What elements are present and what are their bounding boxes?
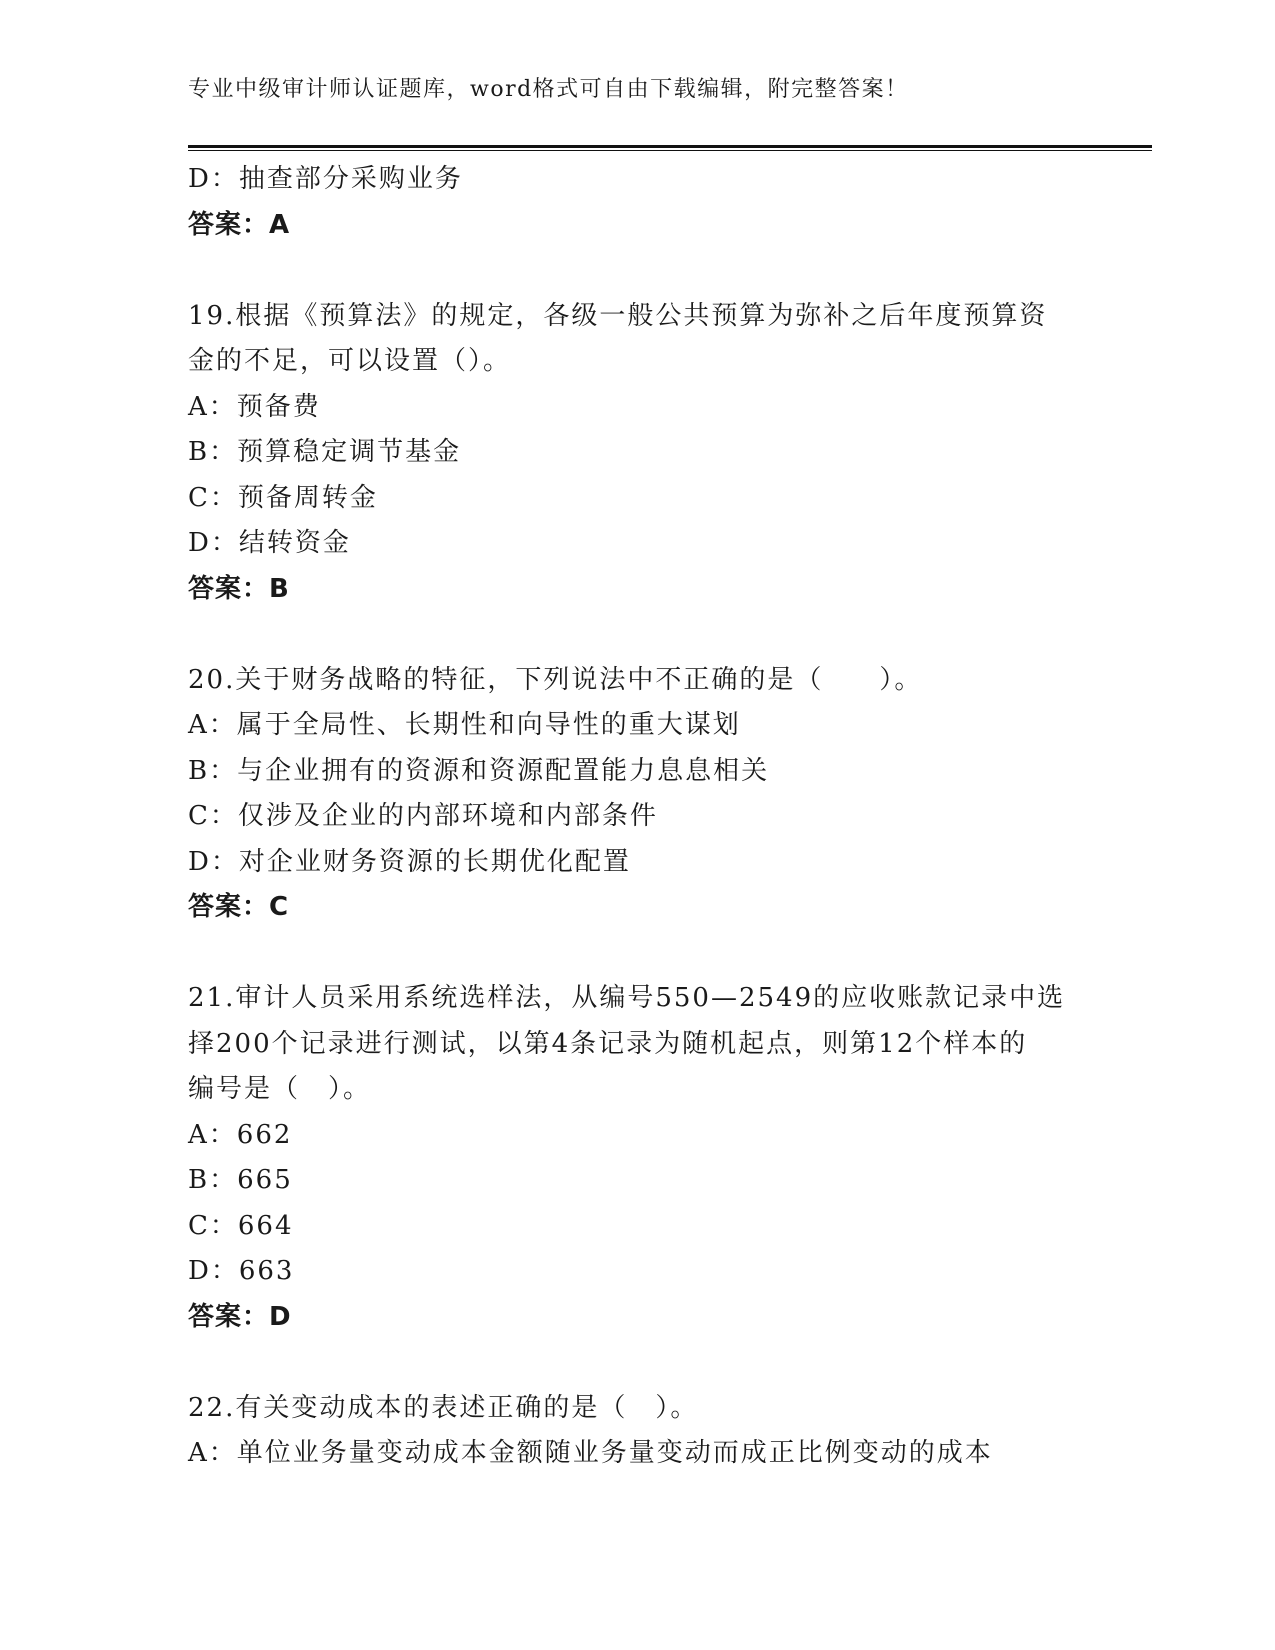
option-c: C：仅涉及企业的内部环境和内部条件 (188, 801, 658, 831)
option-b: B：与企业拥有的资源和资源配置能力息息相关 (188, 755, 770, 786)
question-stem: 编号是（ ）。 (188, 1074, 372, 1104)
question-stem: 21.审计人员采用系统选样法，从编号550—2549的应收账款记录中选 (188, 983, 1066, 1013)
answer-line: 答案：A (188, 209, 291, 240)
option-b: B：预算稳定调节基金 (188, 437, 462, 467)
question-20 (188, 658, 1088, 931)
answer-line: 答案：C (188, 892, 290, 922)
option-c: C：664 (188, 1210, 294, 1241)
option-d: D：结转资金 (188, 528, 351, 558)
question-stem: 22.有关变动成本的表述正确的是（ ）。 (188, 1392, 699, 1423)
question-stem: 20.关于财务战略的特征，下列说法中不正确的是（ ）。 (188, 664, 923, 695)
option-a: A：属于全局性、长期性和向导性的重大谋划 (188, 710, 741, 740)
question-stem: 19.根据《预算法》的规定，各级一般公共预算为弥补之后年度预算资 (188, 300, 1048, 331)
question-22 (188, 1386, 1088, 1477)
page-header: 专业中级审计师认证题库，word格式可自由下载编辑，附完整答案！ (188, 77, 909, 102)
header-rule-thin (188, 150, 1152, 151)
question-stem: 金的不足，可以设置（）。 (188, 346, 512, 376)
question-21 (188, 976, 1088, 1340)
option-b: B：665 (188, 1165, 293, 1195)
option-a: A：662 (188, 1119, 293, 1150)
option-d: D：对企业财务资源的长期优化配置 (188, 846, 631, 877)
question-list (188, 157, 1088, 1477)
answer-line: 答案：B (188, 573, 290, 604)
option-d: D：抽查部分采购业务 (188, 164, 463, 194)
question-stem: 择200个记录进行测试，以第4条记录为随机起点，则第12个样本的 (188, 1028, 1028, 1059)
option-a: A：预备费 (188, 391, 321, 422)
option-c: C：预备周转金 (188, 482, 378, 513)
option-d: D：663 (188, 1256, 295, 1286)
answer-line: 答案：D (188, 1301, 292, 1332)
header-rule-thick (188, 145, 1152, 148)
option-a: A：单位业务量变动成本金额随业务量变动而成正比例变动的成本 (188, 1438, 993, 1468)
question-19 (188, 294, 1088, 613)
